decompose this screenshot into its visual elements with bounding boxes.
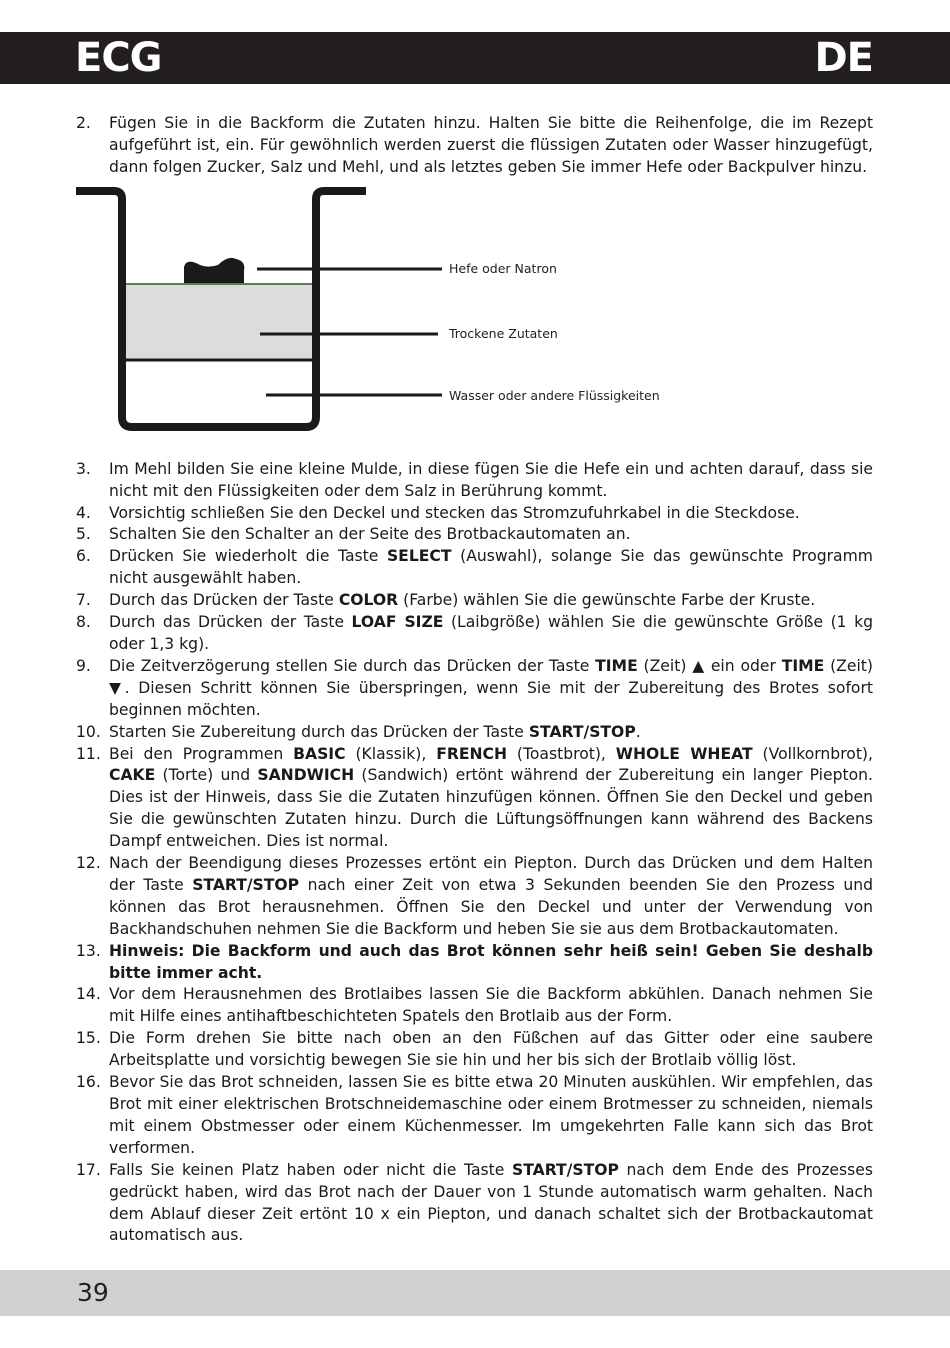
text-run: nach dem Ende des Prozesses gedrückt haben, wird das Brot nach der Dauer von 1 Stunde automatisch warm gehalten. Nach dem Ablauf dieser Zeit ertönt 10 x ein Piepton, und danach schaltet sich der Brotbackautomat automatisch aus. xyxy=(109,1160,873,1245)
bold-text: START/STOP xyxy=(192,875,300,894)
text-run: nach einer Zeit von etwa 3 Sekunden beenden Sie den Prozess und können das Brot herausnehmen. Öffnen Sie den Deckel und unter der Verwendung von Backhandschuhen nehmen Sie die Backform und heben Sie sie aus dem Brotbackautomaten. xyxy=(109,875,873,938)
list-item xyxy=(76,722,873,744)
language-code: DE xyxy=(814,35,873,81)
item-number: 8. xyxy=(76,613,91,632)
text-run: Die Form drehen Sie bitte nach oben an den Füßchen auf das Gitter oder eine saubere Arbeitsplatte und vorsichtig bewegen Sie sie hin und her bis sich der Brotlaib völlig löst. xyxy=(109,1029,873,1070)
bold-text: Hinweis: Die Backform und auch das Brot können sehr heiß sein! Geben Sie deshalb bitte immer acht. xyxy=(109,941,873,982)
dry-ingredients-layer xyxy=(125,283,313,360)
bold-text: WHOLE WHEAT xyxy=(615,744,753,763)
text-run: Vor dem Herausnehmen des Brotlaibes lassen Sie die Backform abkühlen. Danach nehmen Sie mit Hilfe eines antihaftbeschichteten Spatels den Brotlaib aus der Form. xyxy=(109,985,873,1026)
item-number: 17. xyxy=(76,1160,101,1179)
item-text xyxy=(109,459,873,503)
item-number: 6. xyxy=(76,547,91,566)
list-item xyxy=(76,546,873,590)
page-content xyxy=(76,113,873,1247)
bold-text: START/STOP xyxy=(511,1160,619,1179)
list-item xyxy=(76,984,873,1028)
item-text xyxy=(109,941,873,985)
list-item xyxy=(76,590,873,612)
text-run: Nach der Beendigung dieses Prozesses ertönt ein Piepton. Durch das Drücken und dem Halten der Taste xyxy=(109,854,873,894)
list-item xyxy=(76,459,873,503)
page-footer xyxy=(0,1270,950,1316)
item-number: 9. xyxy=(76,656,91,675)
text-run: (Vollkornbrot), xyxy=(752,744,873,763)
text-run: (Farbe) wählen Sie die gewünschte Farbe der Kruste. xyxy=(398,591,816,610)
bold-text: TIME xyxy=(781,656,825,675)
pan-illustration xyxy=(76,187,873,459)
text-run: (Toastbrot), xyxy=(507,744,616,763)
item-text xyxy=(109,546,873,590)
item-number: 16. xyxy=(76,1073,101,1092)
list-item xyxy=(76,1028,873,1072)
item-text xyxy=(109,1072,873,1160)
item-number: 7. xyxy=(76,591,91,610)
list-item xyxy=(76,656,873,722)
text-run: Drücken Sie wiederholt die Taste xyxy=(109,547,387,566)
text-run: (Laibgröße) wählen Sie die gewünschte Größe (1 kg oder 1,3 kg). xyxy=(109,613,873,653)
item-text xyxy=(109,744,873,854)
item-number: 4. xyxy=(76,503,91,522)
bold-text: BASIC xyxy=(293,744,346,763)
page-header xyxy=(0,32,950,84)
label-yeast: Hefe oder Natron xyxy=(449,260,557,276)
item-text xyxy=(109,656,873,722)
text-run: (Zeit) ▲ ein oder xyxy=(637,656,782,675)
text-run: Schalten Sie den Schalter an der Seite des Brotbackautomaten an. xyxy=(109,525,631,544)
item-text xyxy=(109,1160,873,1248)
item-text xyxy=(109,722,873,744)
item-text xyxy=(109,590,873,612)
bold-text: COLOR xyxy=(338,591,399,610)
text-run: Bevor Sie das Brot schneiden, lassen Sie es bitte etwa 20 Minuten auskühlen. Wir empfehlen, das Brot mit einer elektrischen Brotschneidemaschine oder einem Brotmesser zu schneiden, niemals mit einem Obstmesser oder einem Küchenmesser. Im umgekehrten Falle kann sich das Brot verformen. xyxy=(109,1073,873,1157)
text-run: Bei den Programmen xyxy=(109,744,294,763)
item-text xyxy=(109,1028,873,1072)
item-text xyxy=(109,853,873,941)
list-item xyxy=(76,113,873,179)
label-water: Wasser oder andere Flüssigkeiten xyxy=(449,387,660,403)
item-text xyxy=(109,984,873,1028)
item-number: 3. xyxy=(76,459,91,478)
item-number: 15. xyxy=(76,1029,101,1048)
text-run: (Auswahl), solange Sie das gewünschte Programm nicht ausgewählt haben. xyxy=(109,547,873,588)
bold-text: SANDWICH xyxy=(257,766,355,785)
item-text xyxy=(109,503,873,525)
text-run: (Torte) und xyxy=(155,766,258,785)
item-number: 14. xyxy=(76,985,101,1004)
list-item xyxy=(76,524,873,546)
text-run: . xyxy=(635,722,641,741)
text-run: (Zeit) ▼. Diesen Schritt können Sie überspringen, wenn Sie mit der Zubereitung des Brotes sofort beginnen möchten. xyxy=(109,656,873,719)
text-run: Durch das Drücken der Taste xyxy=(109,591,339,610)
bold-text: TIME xyxy=(595,656,638,675)
bold-text: LOAF SIZE xyxy=(351,613,444,632)
item-number: 13. xyxy=(76,941,101,960)
text-run: (Klassik), xyxy=(345,744,437,763)
list-item xyxy=(76,503,873,525)
text-run: Im Mehl bilden Sie eine kleine Mulde, in diese fügen Sie die Hefe ein und achten darauf, dass sie nicht mit den Flüssigkeiten oder dem Salz in Berührung kommt. xyxy=(109,459,873,500)
yeast-blob xyxy=(184,258,244,283)
brand-logo: ECG xyxy=(75,35,162,81)
bold-text: FRENCH xyxy=(436,744,508,763)
label-dry: Trockene Zutaten xyxy=(449,325,558,341)
steps-list xyxy=(76,459,873,1248)
item-number: 5. xyxy=(76,525,91,544)
list-item xyxy=(76,612,873,656)
text-run: Die Zeitverzögerung stellen Sie durch das Drücken der Taste xyxy=(109,656,596,675)
list-item xyxy=(76,941,873,985)
list-item xyxy=(76,853,873,941)
text-run: Starten Sie Zubereitung durch das Drücken der Taste xyxy=(109,722,529,741)
page-number: 39 xyxy=(77,1278,109,1307)
list-item xyxy=(76,1160,873,1248)
item-text xyxy=(109,612,873,656)
item-number: 2. xyxy=(76,114,91,132)
text-run: Durch das Drücken der Taste xyxy=(109,613,352,632)
item-text: Fügen Sie in die Backform die Zutaten hinzu. Halten Sie bitte die Reihenfolge, die im Rezept aufgeführt ist, ein. Für gewöhnlich werden zuerst die flüssigen Zutaten oder Wasser hinzugefügt, dann folgen Zucker, Salz und Mehl, und als letztes geben Sie immer Hefe oder Backpulver hinzu. xyxy=(109,114,873,176)
text-run: Vorsichtig schließen Sie den Deckel und stecken das Stromzufuhrkabel in die Steckdose. xyxy=(109,503,800,522)
text-run: (Sandwich) ertönt während der Zubereitung ein langer Piepton. Dies ist der Hinweis, dass Sie die Zutaten hinzufügen können. Öffnen Sie den Deckel und geben Sie die gewünschten Zutaten hinzu. Durch die Lüftungsöffnungen kann während des Backens Dampf entweichen. Dies ist normal. xyxy=(109,766,873,851)
list-item xyxy=(76,744,873,854)
list-item xyxy=(76,1072,873,1160)
baking-pan-diagram xyxy=(76,187,873,459)
bold-text: CAKE xyxy=(109,766,156,785)
text-run: Falls Sie keinen Platz haben oder nicht die Taste xyxy=(109,1160,512,1179)
item-number: 12. xyxy=(76,854,101,873)
item-number: 10. xyxy=(76,722,101,741)
item-number: 11. xyxy=(76,744,101,763)
bold-text: SELECT xyxy=(386,547,452,566)
item-text xyxy=(109,524,873,546)
bold-text: START/STOP xyxy=(528,722,636,741)
